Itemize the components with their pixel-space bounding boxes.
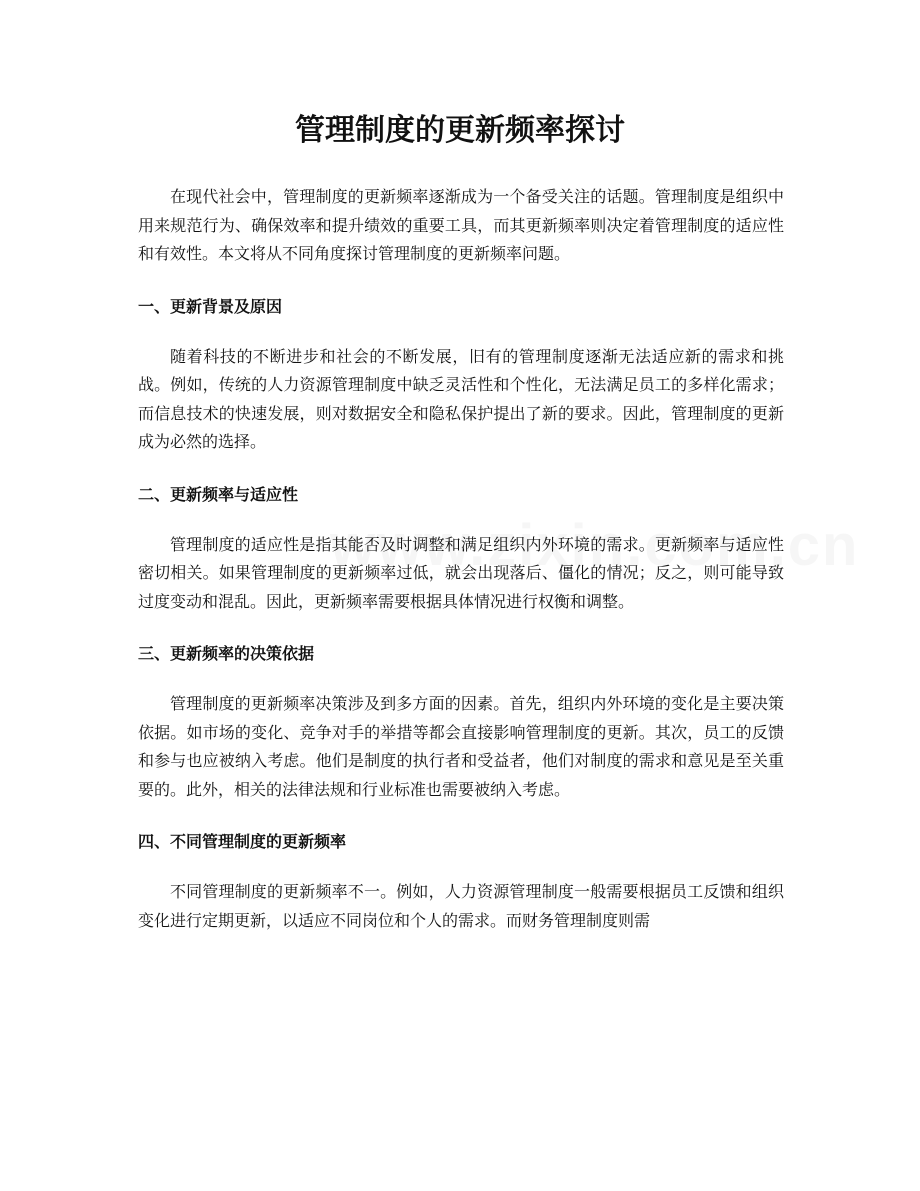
section-paragraph-3: 管理制度的更新频率决策涉及到多方面的因素。首先，组织内外环境的变化是主要决策依据。如市场的变化、竞争对手的举措等都会直接影响管理制度的更新。其次，员工的反馈和参与也应被纳入考虑。他们是制度的执行者和受益者，他们对制度的需求和意见是至关重要的。此外，相关的法律法规和行业标准也需要被纳入考虑。 [138,694,784,799]
section-paragraph-1: 随着科技的不断进步和社会的不断发展，旧有的管理制度逐渐无法适应新的需求和挑战。例如，传统的人力资源管理制度中缺乏灵活性和个性化，无法满足员工的多样化需求；而信息技术的快速发展，则对数据安全和隐私保护提出了新的要求。因此，管理制度的更新成为必然的选择。 [138,346,784,451]
section-heading-1: 一、更新背景及原因 [138,296,283,316]
section-heading-2: 二、更新频率与适应性 [138,484,299,504]
document-title: 管理制度的更新频率探讨 [295,113,625,148]
section-heading-3: 三、更新频率的决策依据 [138,644,315,663]
document-body [138,183,784,935]
section-paragraph-2: 管理制度的适应性是指其能否及时调整和满足组织内外环境的需求。更新频率与适应性密切相关。如果管理制度的更新频率过低，就会出现落后、僵化的情况；反之，则可能导致过度变动和混乱。因此，更新频率需要根据具体情况进行权衡和调整。 [138,534,784,611]
section-heading-4: 四、不同管理制度的更新频率 [138,832,347,851]
section-paragraph-4: 不同管理制度的更新频率不一。例如，人力资源管理制度一般需要根据员工反馈和组织变化进行定期更新，以适应不同岗位和个人的需求。而财务管理制度则需 [138,882,784,930]
intro-paragraph: 在现代社会中，管理制度的更新频率逐渐成为一个备受关注的话题。管理制度是组织中用来规范行为、确保效率和提升绩效的重要工具，而其更新频率则决定着管理制度的适应性和有效性。本文将从不同角度探讨管理制度的更新频率问题。 [138,187,784,263]
